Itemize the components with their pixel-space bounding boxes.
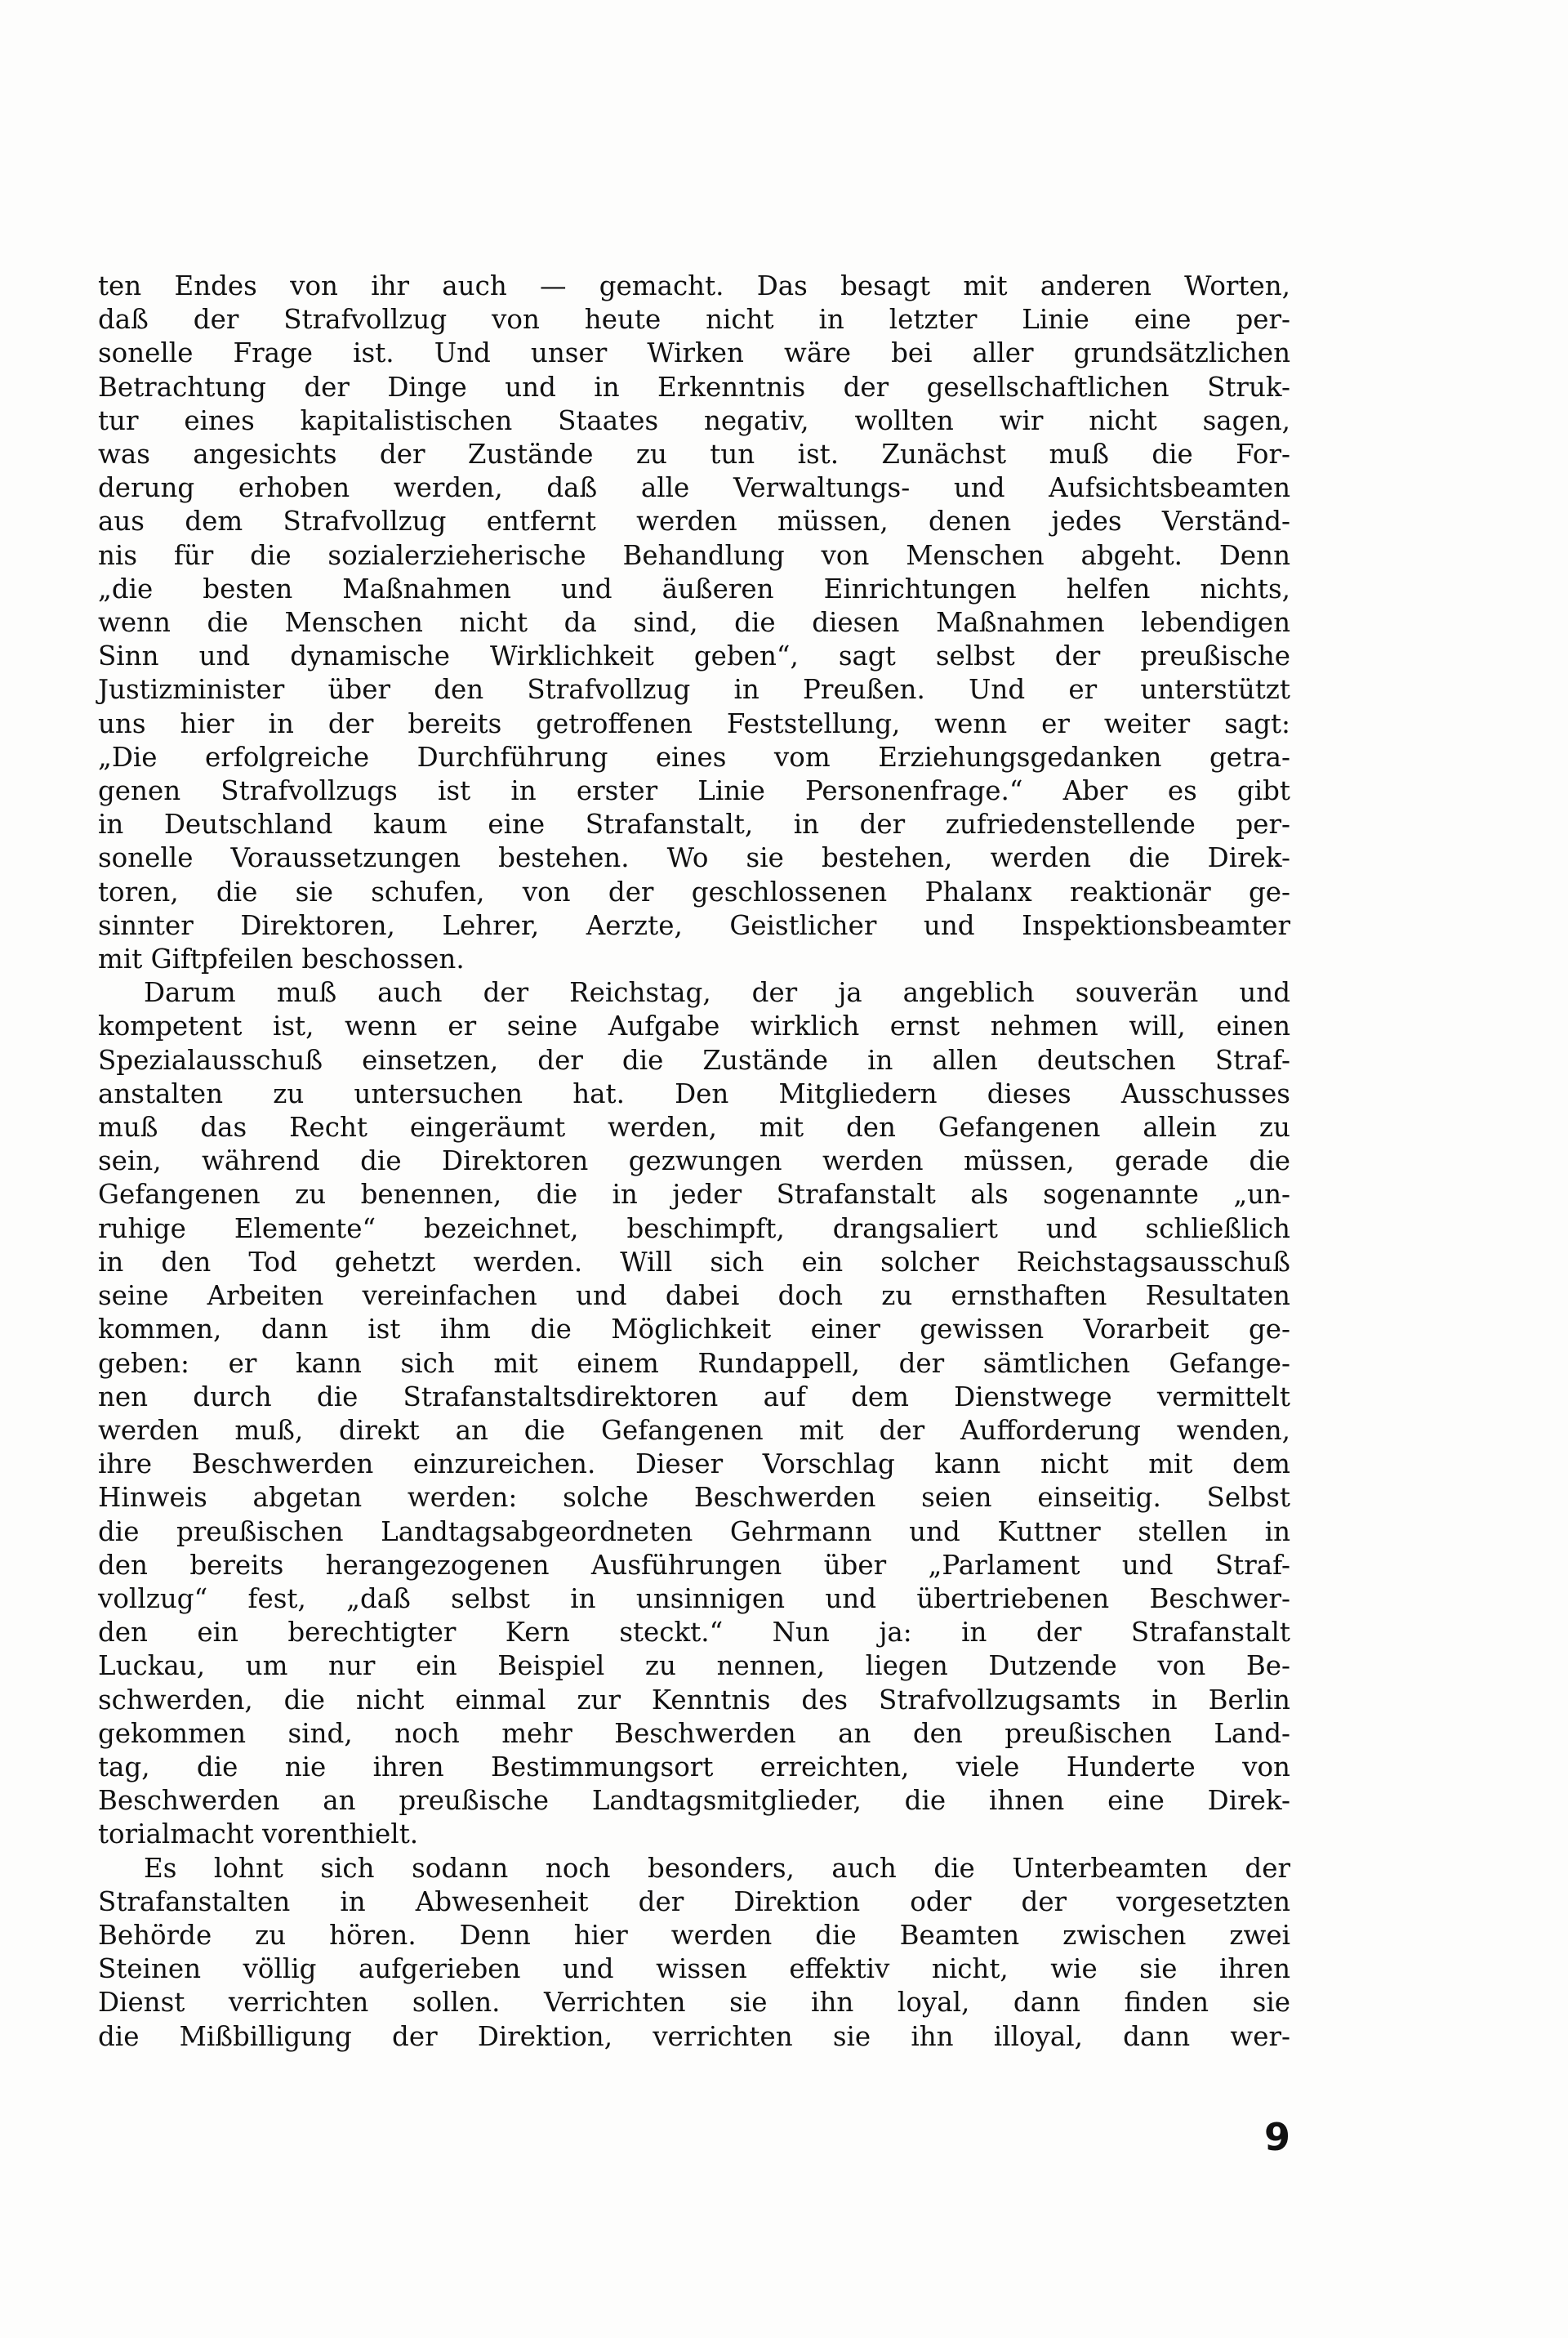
text-line: torialmacht vorenthielt. (98, 1818, 419, 1850)
text-line: Betrachtung der Dinge und in Erkenntnis der gesellschaftlichen Struk- (98, 371, 1290, 403)
text-line: nen durch die Strafanstaltsdirektoren auf dem Dienstwege vermittelt (98, 1381, 1290, 1412)
text-line: was angesichts der Zustände zu tun ist. Zunächst muß die For- (98, 439, 1290, 471)
text-line: Darum muß auch der Reichstag, der ja angeblich souverän und (144, 977, 1290, 1009)
text-line: Beschwerden an preußische Landtagsmitglieder, die ihnen eine Direk- (98, 1785, 1290, 1817)
text-line: anstalten zu untersuchen hat. Den Mitgliedern dieses Ausschusses (98, 1078, 1290, 1109)
text-line: ihre Beschwerden einzureichen. Dieser Vorschlag kann nicht mit dem (98, 1448, 1290, 1480)
text-line: genen Strafvollzugs ist in erster Linie Personenfrage.“ Aber es gibt (98, 775, 1290, 807)
text-line: Behörde zu hören. Denn hier werden die Beamten zwischen zwei (98, 1919, 1290, 1951)
page-number: 9 (1263, 2115, 1290, 2159)
text-line: in Deutschland kaum eine Strafanstalt, in der zufriedenstellende per- (98, 809, 1290, 841)
text-line: sein, während die Direktoren gezwungen werden müssen, gerade die (98, 1145, 1290, 1177)
text-line: nis für die sozialerzieherische Behandlung von Menschen abgeht. Denn (98, 539, 1290, 571)
text-line: aus dem Strafvollzug entfernt werden müssen, denen jedes Verständ- (98, 506, 1290, 538)
text-line: Luckau, um nur ein Beispiel zu nennen, liegen Dutzende von Be- (98, 1650, 1290, 1682)
text-line: den ein berechtigter Kern steckt.“ Nun ja: in der Strafanstalt (98, 1617, 1290, 1649)
text-line: vollzug“ fest, „daß selbst in unsinnigen und übertriebenen Beschwer- (98, 1582, 1290, 1614)
text-line: wenn die Menschen nicht da sind, die diesen Maßnahmen lebendigen (98, 607, 1290, 639)
text-line: tag, die nie ihren Bestimmungsort erreichten, viele Hunderte von (98, 1751, 1290, 1783)
text-line: mit Giftpfeilen beschossen. (98, 944, 465, 975)
text-line: daß der Strafvollzug von heute nicht in letzter Linie eine per- (98, 304, 1290, 336)
text-line: schwerden, die nicht einmal zur Kenntnis des Strafvollzugsamts in Berlin (98, 1684, 1290, 1716)
text-line: sonelle Frage ist. Und unser Wirken wäre bei aller grundsätzlichen (98, 337, 1290, 369)
text-line: kompetent ist, wenn er seine Aufgabe wirklich ernst nehmen will, einen (98, 1011, 1290, 1042)
paragraph (98, 976, 1290, 1851)
text-line: toren, die sie schufen, von der geschlossenen Phalanx reaktionär ge- (98, 876, 1290, 908)
text-line: ten Endes von ihr auch — gemacht. Das besagt mit anderen Worten, (98, 270, 1290, 301)
text-line: Gefangenen zu benennen, die in jeder Strafanstalt als sogenannte „un- (98, 1179, 1290, 1211)
text-line: derung erhoben werden, daß alle Verwaltungs- und Aufsichtsbeamten (98, 472, 1290, 504)
text-line: Strafanstalten in Abwesenheit der Direktion oder der vorgesetzten (98, 1885, 1290, 1917)
text-line: Spezialausschuß einsetzen, der die Zustände in allen deutschen Straf- (98, 1044, 1290, 1076)
text-line: Hinweis abgetan werden: solche Beschwerden seien einseitig. Selbst (98, 1482, 1290, 1514)
text-line: die Mißbilligung der Direktion, verrichten sie ihn illoyal, dann wer- (98, 2020, 1290, 2052)
text-line: muß das Recht eingeräumt werden, mit den Gefangenen allein zu (98, 1112, 1290, 1144)
text-line: „Die erfolgreiche Durchführung eines vom Erziehungsgedanken getra- (98, 741, 1290, 773)
paragraph (98, 1852, 1290, 2054)
text-line: Steinen völlig aufgerieben und wissen effektiv nicht, wie sie ihren (98, 1953, 1290, 1985)
text-line: gekommen sind, noch mehr Beschwerden an den preußischen Land- (98, 1717, 1290, 1749)
text-line: Justizminister über den Strafvollzug in Preußen. Und er unterstützt (98, 674, 1290, 706)
text-line: „die besten Maßnahmen und äußeren Einrichtungen helfen nichts, (98, 573, 1290, 605)
text-line: uns hier in der bereits getroffenen Feststellung, wenn er weiter sagt: (98, 707, 1290, 739)
body-text (98, 270, 1290, 2054)
text-line: seine Arbeiten vereinfachen und dabei doch zu ernsthaften Resultaten (98, 1280, 1290, 1312)
text-line: geben: er kann sich mit einem Rundappell, der sämtlichen Gefange- (98, 1347, 1290, 1379)
paragraph (98, 270, 1290, 976)
text-line: Es lohnt sich sodann noch besonders, auch die Unterbeamten der (144, 1852, 1290, 1884)
text-line: in den Tod gehetzt werden. Will sich ein solcher Reichstagsausschuß (98, 1246, 1290, 1278)
text-line: Dienst verrichten sollen. Verrichten sie ihn loyal, dann finden sie (98, 1987, 1290, 2019)
text-line: den bereits herangezogenen Ausführungen über „Parlament und Straf- (98, 1549, 1290, 1581)
text-line: die preußischen Landtagsabgeordneten Gehrmann und Kuttner stellen in (98, 1515, 1290, 1547)
text-line: tur eines kapitalistischen Staates negativ, wollten wir nicht sagen, (98, 404, 1290, 436)
text-line: werden muß, direkt an die Gefangenen mit der Aufforderung wenden, (98, 1414, 1290, 1446)
text-line: sinnter Direktoren, Lehrer, Aerzte, Geistlicher und Inspektionsbeamter (98, 909, 1290, 941)
text-line: ruhige Elemente“ bezeichnet, beschimpft, drangsaliert und schließlich (98, 1212, 1290, 1244)
text-line: sonelle Voraussetzungen bestehen. Wo sie bestehen, werden die Direk- (98, 842, 1290, 874)
text-line: kommen, dann ist ihm die Möglichkeit einer gewissen Vorarbeit ge- (98, 1314, 1290, 1345)
text-line: Sinn und dynamische Wirklichkeit geben“, sagt selbst der preußische (98, 640, 1290, 672)
